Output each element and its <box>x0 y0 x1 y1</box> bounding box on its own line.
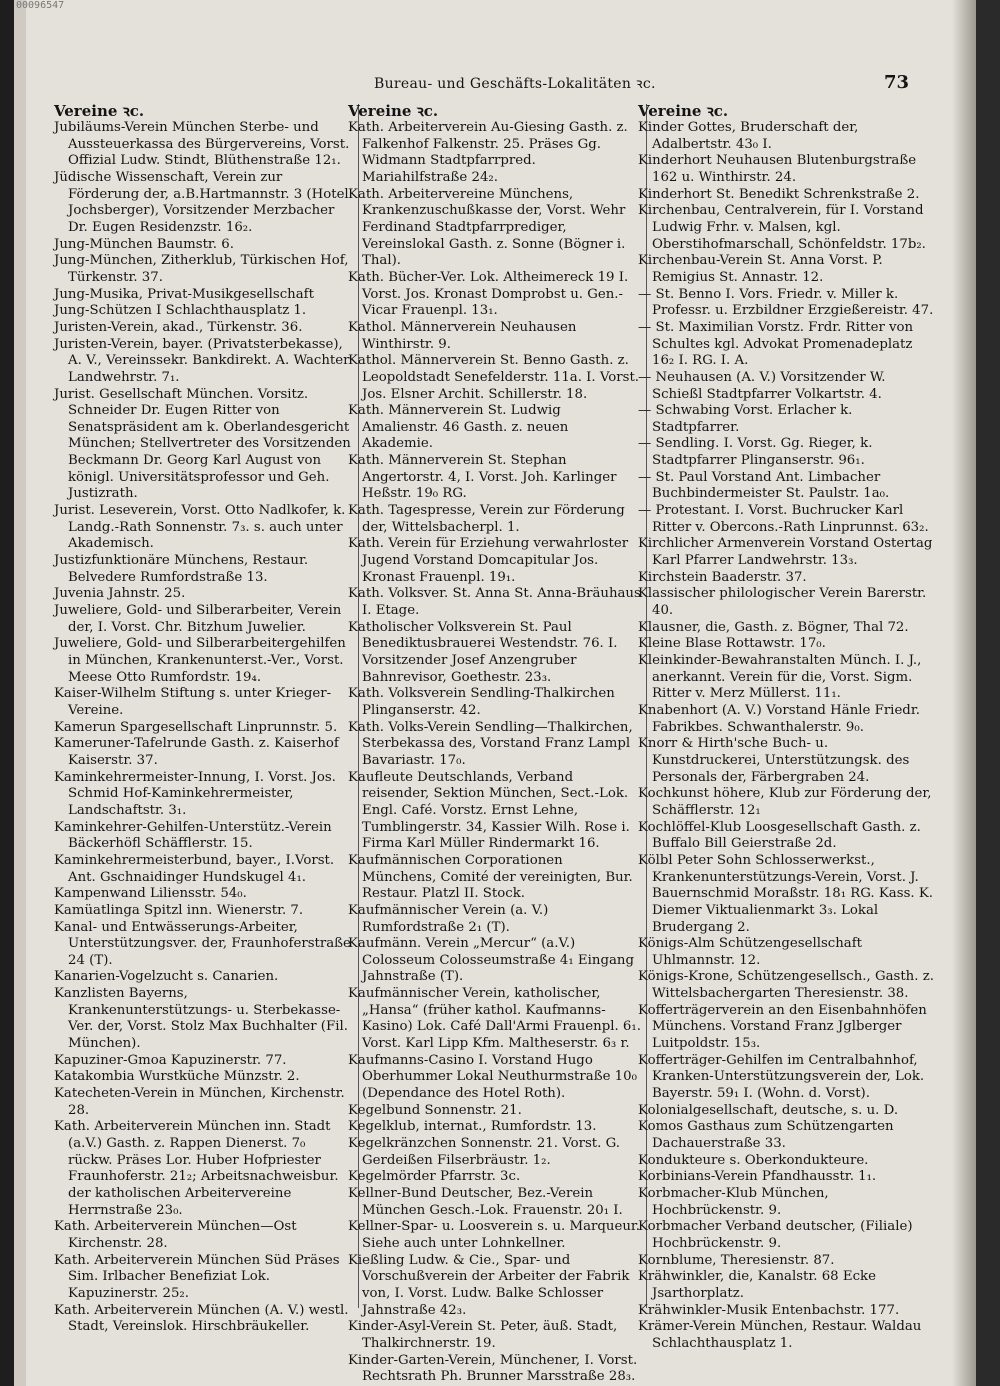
directory-entry: Kaiser-Wilhelm Stiftung s. unter Krieger-Vereine. <box>54 686 332 718</box>
directory-entry: Krähwinkler-Musik Entenbachstr. 177. <box>638 1302 900 1318</box>
directory-entry: Kath. Arbeiterverein München—Ost Kirchenstr. 28. <box>54 1219 297 1251</box>
column-heading: Vereine ꝛc. <box>638 102 729 120</box>
directory-entry: Kathol. Männerverein St. Benno Gasth. z. Leopoldstadt Senefelderstr. 11a. I. Vorst. Jos. Elsner Archit. Schillerstr. 18. <box>348 353 640 402</box>
directory-entry: Kinder-Asyl-Verein St. Peter, äuß. Stadt, Thalkirchnerstr. 19. <box>348 1319 618 1351</box>
directory-entry: Justizfunktionäre Münchens, Restaur. Belvedere Rumfordstraße 13. <box>54 553 309 585</box>
directory-entry: Kießling Ludw. & Cie., Spar- und Vorschußverein der Arbeiter der Fabrik von, I. Vorst. Ludw. Balke Schlosser Jahnstraße 42₃. <box>348 1252 630 1318</box>
directory-entry: Kamerun Spargesellschaft Linprunnstr. 5. <box>54 719 338 735</box>
directory-entry: Kamüatlinga Spitzl inn. Wienerstr. 7. <box>54 902 304 918</box>
directory-entry: Knabenhort (A. V.) Vorstand Hänle Friedr. Fabrikbes. Schwanthalerstr. 9₀. <box>638 702 920 735</box>
directory-entry: Juweliere, Gold- und Silberarbeitergehilfen in München, Krankenunterst.-Ver., Vorst. Meese Otto Rumfordstr. 19₄. <box>54 636 346 685</box>
directory-entry: Kaufmanns-Casino I. Vorstand Hugo Oberhummer Lokal Neuthurmstraße 10₀ (Dependance des Hotel Roth). <box>348 1052 637 1102</box>
directory-entry: Kath. Arbeiterverein München Süd Präses Sim. Irlbacher Benefiziat Lok. Kapuzinerstr. 25₂. <box>54 1252 340 1301</box>
directory-entry: Jüdische Wissenschaft, Verein zur Förderung der, a.B.Hartmannstr. 3 (Hotel Jochsberger), Vorsitzender Merzbacher Dr. Eugen Residenzstr. 16₂. <box>54 169 349 235</box>
directory-entry: — St. Paul Vorstand Ant. Limbacher Buchbindermeister St. Paulstr. 1a₀. <box>638 469 890 502</box>
directory-entry: Komos Gasthaus zum Schützengarten Dachauerstraße 33. <box>638 1119 894 1152</box>
directory-entry: Kellner-Spar- u. Loosverein s. u. Marqueur. Siehe auch unter Lohnkellner. <box>348 1219 641 1251</box>
directory-entry: Korbmacher-Klub München, Hochbrückenstr. 9. <box>638 1186 829 1218</box>
directory-entry: Kellner-Bund Deutscher, Bez.-Verein München Gesch.-Lok. Frauenstr. 20₁ I. <box>348 1186 623 1218</box>
directory-entry: Kegelkränzchen Sonnenstr. 21. Vorst. G. Gerdeißen Filserbräustr. 1₂. <box>348 1136 620 1168</box>
directory-entry: Knorr & Hirth'sche Buch- u. Kunstdruckerei, Unterstützungsk. des Personals der, Färbergraben 24. <box>638 736 910 785</box>
directory-entry: Jung-München, Zitherklub, Türkischen Hof, Türkenstr. 37. <box>54 253 349 285</box>
directory-entry: Kath. Volksverein Sendling-Thalkirchen Plinganserstr. 42. <box>348 686 615 718</box>
column-1 <box>54 102 352 1336</box>
directory-entry: Jurist. Leseverein, Vorst. Otto Nadlkofer, k. Landg.-Rath Sonnenstr. 7₃. s. auch unter Akademisch. <box>54 503 346 552</box>
directory-entry: — St. Benno I. Vors. Friedr. v. Miller k. Professr. u. Erzbildner Erzgießereistr. 47. <box>638 286 934 319</box>
previous-page-edge <box>14 0 26 1386</box>
directory-entry: Kleine Blase Rottawstr. 17₀. <box>638 636 826 652</box>
directory-entry: Juvenia Jahnstr. 25. <box>54 586 186 602</box>
directory-entry: Jung-Schützen I Schlachthausplatz 1. <box>54 303 307 319</box>
directory-entry: Kanal- und Entwässerungs-Arbeiter, Unterstützungsver. der, Fraunhoferstraße 24 (T). <box>54 919 351 968</box>
directory-entry: Kaufleute Deutschlands, Verband reisender, Sektion München, Sect.-Lok. Engl. Café. Vorstz. Ernst Lehne, Tumblingerstr. 34, Kassier Wilh. Rose i. Firma Karl Müller Rindermarkt 16. <box>348 769 630 852</box>
directory-entry: — Protestant. I. Vorst. Buchrucker Karl Ritter v. Obercons.-Rath Linprunnst. 63₂. <box>638 503 929 535</box>
directory-entry: Kaufmännischen Corporationen Münchens, Comité der vereinigten, Bur. Restaur. Platzl II. Stock. <box>348 852 633 902</box>
directory-entry: Kaufmännischer Verein, katholischer, „Hansa“ (früher kathol. Kaufmanns-Kasino) Lok. Café Dall'Armi Frauenpl. 6₁. Vorst. Karl Lipp Kfm. Maltheserstr. 6₃ r. <box>348 986 641 1052</box>
directory-entry: Katholischer Volksverein St. Paul Benediktusbrauerei Westendstr. 76. I. Vorsitzender Josef Anzengruber Bahnrevisor, Goethestr. 23₃. <box>348 619 618 685</box>
directory-entry: Kath. Tagespresse, Verein zur Förderung der, Wittelsbacherpl. 1. <box>348 503 625 535</box>
directory-entry: Kath. Arbeiterverein München inn. Stadt (a.V.) Gasth. z. Rappen Dienerst. 7₀ rückw. Präses Lor. Huber Hofpriester Fraunhoferstr. 21₂; Arbeitsnachweisbur. der katholischen Arbeitervereine Herrnstraße 23₀. <box>54 1119 339 1218</box>
directory-entry: Kleinkinder-Bewahranstalten Münch. I. J., anerkannt. Verein für die, Vorst. Sigm. Ritter v. Merz Müllerst. 11₁. <box>638 653 922 702</box>
directory-entry: Kathol. Männerverein Neuhausen Winthirstr. 9. <box>348 319 577 352</box>
directory-entry: Kinder Gottes, Bruderschaft der, Adalbertstr. 43₀ I. <box>638 120 859 152</box>
directory-entry: Krähwinkler, die, Kanalstr. 68 Ecke Jsarthorplatz. <box>638 1269 876 1301</box>
directory-entry: Jurist. Gesellschaft München. Vorsitz. Schneider Dr. Eugen Ritter von Senatspräsident am k. Oberlandesgericht München; Stellvertreter des Vorsitzenden Beckmann Dr. Georg Karl August von königl. Universitätsprofessor und Geh. Justizrath. <box>54 386 351 502</box>
directory-entry: — Neuhausen (A. V.) Vorsitzender W. Schießl Stadtpfarrer Volkartstr. 4. <box>638 369 886 402</box>
directory-page <box>14 0 976 1386</box>
directory-entry: Jung-Musika, Privat-Musikgesellschaft <box>54 286 314 302</box>
column-heading: Vereine ꝛc. <box>54 102 145 120</box>
directory-entry: Juweliere, Gold- und Silberarbeiter, Verein der, I. Vorst. Chr. Bitzhum Juwelier. <box>54 603 342 635</box>
directory-entry: Kath. Volksver. St. Anna St. Anna-Bräuhaus I. Etage. <box>348 586 641 619</box>
directory-entry: Klassischer philologischer Verein Barerstr. 40. <box>638 586 927 619</box>
directory-entry: Kaminkehrer-Gehilfen-Unterstütz.-Verein Bäckerhöfl Schäfflerstr. 15. <box>54 819 332 852</box>
directory-entry: Korbinians-Verein Pfandhausstr. 1₁. <box>638 1169 877 1185</box>
directory-entry: Klausner, die, Gasth. z. Bögner, Thal 72. <box>638 619 909 635</box>
directory-entry: Krämer-Verein München, Restaur. Waldau Schlachthausplatz 1. <box>638 1319 922 1351</box>
directory-entry: Jubiläums-Verein München Sterbe- und Aussteuerkassa des Bürgervereins, Vorst. Offizial Ludw. Stindt, Blüthenstraße 12₁. <box>54 120 350 169</box>
directory-entry: Juristen-Verein, bayer. (Privatsterbekasse), A. V., Vereinssekr. Bankdirekt. A. Wachter Landwehrstr. 7₁. <box>54 336 350 385</box>
directory-entry: Kinderhort Neuhausen Blutenburgstraße 162 u. Winthirstr. 24. <box>638 153 917 185</box>
directory-entry: Königs-Krone, Schützengesellsch., Gasth. z. Wittelsbachergarten Theresienstr. 38. <box>638 969 934 1002</box>
directory-entry: Kinder-Garten-Verein, Münchener, I. Vorst. Rechtsrath Ph. Brunner Marsstraße 28₃. <box>348 1352 638 1385</box>
directory-entry: Kinderhort St. Benedikt Schrenkstraße 2. <box>638 186 920 202</box>
directory-entry: Kirchstein Baaderstr. 37. <box>638 569 807 585</box>
directory-entry: Kaufmänn. Verein „Mercur“ (a.V.) Colosseum Colosseumstraße 4₁ Eingang Jahnstraße (T). <box>348 936 634 985</box>
directory-entry: Kath. Arbeitervereine Münchens, Krankenzuschußkasse der, Vorst. Wehr Ferdinand Stadtpfarrprediger, Vereinslokal Gasth. z. Sonne (Bögner i. Thal). <box>348 186 626 269</box>
directory-entry: — St. Maximilian Vorstz. Frdr. Ritter von Schultes kgl. Advokat Promenadeplatz 16₂ I. RG. I. A. <box>638 319 914 369</box>
catalog-id: 00096547 <box>16 0 65 11</box>
directory-entry: Kochkunst höhere, Klub zur Förderung der, Schäfflerstr. 12₁ <box>638 786 932 818</box>
directory-entry: Kegelmörder Pfarrstr. 3c. <box>348 1169 521 1185</box>
directory-entry: Kolonialgesellschaft, deutsche, s. u. D. <box>638 1102 899 1118</box>
directory-entry: Kapuziner-Gmoa Kapuzinerstr. 77. <box>54 1052 287 1068</box>
directory-entry: Kath. Verein für Erziehung verwahrloster Jugend Vorstand Domcapitular Jos. Kronast Frauenpl. 19₁. <box>348 536 629 585</box>
directory-entry: Korbmacher Verband deutscher, (Filiale) Hochbrückenstr. 9. <box>638 1219 913 1251</box>
directory-entry: Kölbl Peter Sohn Schlosserwerkst., Krankenunterstützungs-Verein, Vorst. J. Bauernschmid Moraßstr. 18₁ RG. Kass. K. Diemer Viktualienmarkt 3₃. Lokal Brudergang 2. <box>638 852 934 935</box>
directory-entry: Kondukteure s. Oberkondukteure. <box>638 1152 869 1168</box>
column-2 <box>348 102 641 1386</box>
directory-entry: Kampenwand Liliensstr. 54₀. <box>54 886 247 902</box>
directory-entry: Kaufmännischer Verein (a. V.) Rumfordstraße 2₁ (T). <box>348 902 549 935</box>
column-heading: Vereine ꝛc. <box>348 102 439 120</box>
directory-entry: Kath. Männerverein St. Ludwig Amalienstr. 46 Gasth. z. neuen Akademie. <box>348 403 569 452</box>
directory-entry: — Schwabing Vorst. Erlacher k. Stadtpfarrer. <box>638 403 853 435</box>
directory-entry: Kameruner-Tafelrunde Gasth. z. Kaiserhof Kaiserstr. 37. <box>54 736 339 768</box>
directory-entry: Kaminkehrermeisterbund, bayer., I.Vorst. Ant. Gschnaidinger Hundskugel 4₁. <box>54 852 335 885</box>
directory-entry: — Sendling. I. Vorst. Gg. Rieger, k. Stadtpfarrer Plinganserstr. 96₁. <box>638 436 873 469</box>
directory-entry: Kofferträgerverein an den Eisenbahnhöfen Münchens. Vorstand Franz Jglberger Luitpoldstr. 15₃. <box>638 1002 927 1052</box>
directory-entry: Kirchlicher Armenverein Vorstand Ostertag Karl Pfarrer Landwehrstr. 13₃. <box>638 536 933 569</box>
page-curl-shadow <box>952 0 976 1386</box>
directory-entry: Jung-München Baumstr. 6. <box>54 236 234 252</box>
directory-entry: Kegelbund Sonnenstr. 21. <box>348 1102 522 1118</box>
column-3 <box>638 102 938 1353</box>
directory-entry: Kochlöffel-Klub Loosgesellschaft Gasth. z. Buffalo Bill Geierstraße 2d. <box>638 819 921 852</box>
directory-entry: Kanarien-Vogelzucht s. Canarien. <box>54 969 279 985</box>
directory-entry: Kath. Arbeiterverein Au-Giesing Gasth. z. Falkenhof Falkenstr. 25. Präses Gg. Widmann Stadtpfarrpred. Mariahilfstraße 24₂. <box>348 120 628 185</box>
running-head: Bureau- und Geschäfts-Lokalitäten ꝛc. <box>374 76 656 92</box>
directory-entry: Kofferträger-Gehilfen im Centralbahnhof, Kranken-Unterstützungsverein der, Lok. Bayerstr. 59₁ I. (Wohn. d. Vorst). <box>638 1052 925 1102</box>
directory-entry: Königs-Alm Schützengesellschaft Uhlmannstr. 12. <box>638 936 862 968</box>
directory-entry: Kath. Männerverein St. Stephan Angertorstr. 4, I. Vorst. Joh. Karlinger Heßstr. 19₀ RG. <box>348 453 617 502</box>
directory-entry: Kaminkehrermeister-Innung, I. Vorst. Jos. Schmid Hof-Kaminkehrermeister, Landschaftstr. 3₁. <box>54 769 336 818</box>
directory-entry: Juristen-Verein, akad., Türkenstr. 36. <box>54 319 303 335</box>
page-binding-shadow <box>0 0 14 1386</box>
page-number: 73 <box>884 72 910 93</box>
directory-entry: Kornblume, Theresienstr. 87. <box>638 1252 835 1268</box>
directory-entry: Katakombia Wurstküche Münzstr. 2. <box>54 1069 300 1085</box>
directory-entry: Kirchenbau-Verein St. Anna Vorst. P. Remigius St. Annastr. 12. <box>638 253 883 285</box>
directory-entry: Kirchenbau, Centralverein, für I. Vorstand Ludwig Frhr. v. Malsen, kgl. Oberstihofmarschall, Schönfeldstr. 17b₂. <box>638 203 926 252</box>
directory-entry: Kegelklub, internat., Rumfordstr. 13. <box>348 1119 597 1135</box>
directory-entry: Kath. Arbeiterverein München (A. V.) westl. Stadt, Vereinslok. Hirschbräukeller. <box>54 1302 349 1335</box>
directory-entry: Katecheten-Verein in München, Kirchenstr. 28. <box>54 1086 345 1118</box>
directory-entry: Kanzlisten Bayerns, Krankenunterstützungs- u. Sterbekasse-Ver. der, Vorst. Stolz Max Buchhalter (Fil. München). <box>54 986 348 1052</box>
directory-entry: Kath. Volks-Verein Sendling—Thalkirchen, Sterbekassa des, Vorstand Franz Lampl Bavariastr. 17₀. <box>348 719 633 768</box>
directory-entry: Kath. Bücher-Ver. Lok. Altheimereck 19 I. Vorst. Jos. Kronast Domprobst u. Gen.-Vicar Frauenpl. 13₁. <box>348 269 629 319</box>
